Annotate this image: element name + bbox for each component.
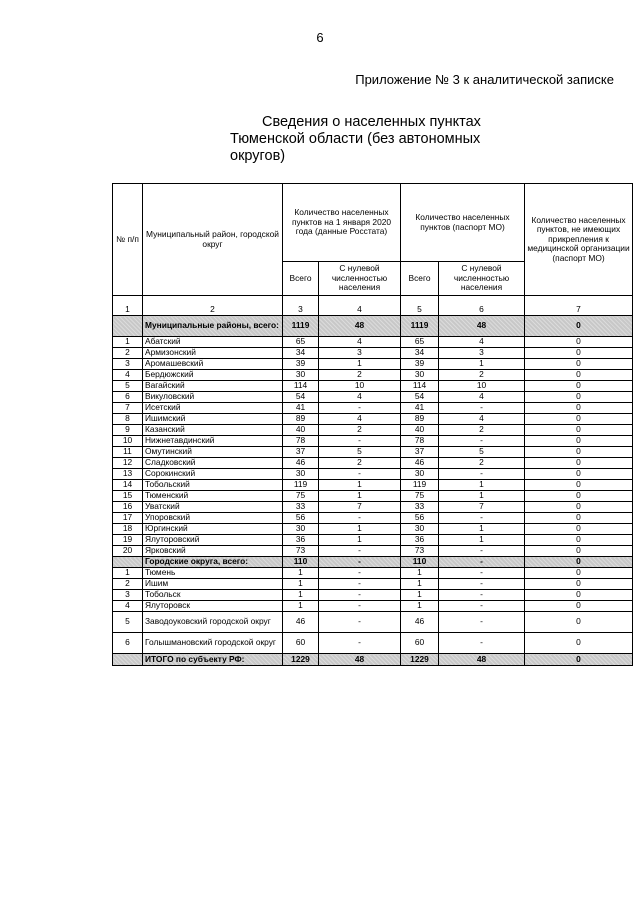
table-cell: 1 [401,590,439,601]
table-cell: 34 [283,348,319,359]
table-cell: 4 [319,392,401,403]
table-cell: Викуловский [143,392,283,403]
table-cell: 3 [319,348,401,359]
table-cell: 40 [401,425,439,436]
table-cell: 0 [525,458,633,469]
table-cell: - [319,579,401,590]
table-cell: 0 [525,568,633,579]
table-cell: 0 [525,524,633,535]
table-cell: Тюменский [143,491,283,502]
table-cell: 1119 [401,316,439,337]
table-cell: 48 [439,316,525,337]
table-cell: Муниципальные районы, всего: [143,316,283,337]
table-cell: 19 [113,535,143,546]
table-cell: Нижнетавдинский [143,436,283,447]
table-row [113,447,633,458]
table-cell: 17 [113,513,143,524]
table-cell: 6 [113,633,143,654]
table-cell: 48 [319,654,401,666]
table-cell: Ялуторовск [143,601,283,612]
table-cell: 4 [113,370,143,381]
table-cell: 13 [113,469,143,480]
table-cell: 1 [319,480,401,491]
table-cell: 0 [525,546,633,557]
table-cell: 1 [283,579,319,590]
table-row [113,513,633,524]
table-cell [113,654,143,666]
header-zero-pop: С нулевой численностью населения [319,262,401,296]
table-cell: 5 [319,447,401,458]
table-cell: 5 [113,381,143,392]
table-cell: 114 [401,381,439,392]
table-row [113,458,633,469]
table-cell: 15 [113,491,143,502]
table-cell: 30 [401,524,439,535]
table-cell: 1119 [283,316,319,337]
table-cell: 18 [113,524,143,535]
table-cell: - [439,557,525,568]
table-cell: 20 [113,546,143,557]
table-cell: 0 [525,502,633,513]
table-cell: - [439,590,525,601]
table-cell: 119 [401,480,439,491]
table-cell: 0 [525,579,633,590]
table-cell: - [319,590,401,601]
table-cell: 6 [113,392,143,403]
col-number: 2 [143,296,283,316]
table-cell: 1229 [283,654,319,666]
table-cell: 0 [525,633,633,654]
grand-total-row [113,654,633,666]
col-number: 4 [319,296,401,316]
table-cell: 4 [439,392,525,403]
table-cell: Уватский [143,502,283,513]
col-number: 1 [113,296,143,316]
table-cell: 0 [525,316,633,337]
table-cell: 1 [439,359,525,370]
table-row [113,359,633,370]
header-rosstat-group: Количество населенных пунктов на 1 января 2020 года (данные Росстата) [283,184,401,262]
table-cell: 7 [113,403,143,414]
table-cell: 0 [525,612,633,633]
table-cell: 0 [525,557,633,568]
table-row [113,348,633,359]
table-cell: - [439,633,525,654]
table-cell: 36 [401,535,439,546]
table-cell: 46 [283,612,319,633]
header-zero-pop: С нулевой численностью населения [439,262,525,296]
page-number: 6 [316,30,324,45]
table-cell: 5 [113,612,143,633]
table-cell: 2 [319,425,401,436]
table-cell: 4 [439,337,525,348]
table-cell [113,557,143,568]
table-cell: 34 [401,348,439,359]
table-cell: 9 [113,425,143,436]
table-cell: 0 [525,414,633,425]
table-row [113,524,633,535]
table-cell: 33 [283,502,319,513]
header-total: Всего [401,262,439,296]
table-cell: 40 [283,425,319,436]
table-cell: 56 [283,513,319,524]
table-cell: Абатский [143,337,283,348]
col-number: 5 [401,296,439,316]
table-row [113,601,633,612]
table-row [113,392,633,403]
table-cell: - [319,513,401,524]
table-cell: 60 [283,633,319,654]
table-cell: - [439,601,525,612]
table-cell: 0 [525,403,633,414]
table-cell: Аромашевский [143,359,283,370]
table-cell: 0 [525,447,633,458]
table-cell: 2 [319,370,401,381]
table-cell: 0 [525,425,633,436]
table-cell: 10 [319,381,401,392]
title-line-1: Сведения о населенных пунктах [262,114,481,130]
table-cell: 2 [113,348,143,359]
table-cell: 1 [283,601,319,612]
header-name: Муниципальный район, городской округ [143,184,283,296]
title-line-3: округов) [230,148,286,164]
table-cell: 0 [525,491,633,502]
table-cell: - [439,546,525,557]
table-cell: 56 [401,513,439,524]
table-cell: 0 [525,348,633,359]
table-cell: 0 [525,480,633,491]
table-cell: Сорокинский [143,469,283,480]
table-row [113,469,633,480]
table-cell: 89 [401,414,439,425]
table-cell: 73 [401,546,439,557]
table-cell: 54 [283,392,319,403]
table-cell: 0 [525,513,633,524]
title-line-2: Тюменской области (без автономных [230,131,481,147]
settlements-table [112,183,633,666]
table-cell: - [319,612,401,633]
table-cell: 46 [401,458,439,469]
table-cell: 41 [283,403,319,414]
table-cell: - [319,601,401,612]
table-cell: 0 [525,601,633,612]
table-cell: 65 [401,337,439,348]
table-cell: 16 [113,502,143,513]
table-cell: 60 [401,633,439,654]
table-cell: ИТОГО по субъекту РФ: [143,654,283,666]
table-cell: Заводоуковский городской округ [143,612,283,633]
table-cell: 0 [525,381,633,392]
table-cell: - [439,513,525,524]
table-cell: 0 [525,590,633,601]
table-cell: 1 [401,601,439,612]
table-row [113,337,633,348]
table-cell: 30 [401,370,439,381]
table-cell: 30 [283,524,319,535]
col-number: 6 [439,296,525,316]
table-cell: - [319,546,401,557]
table-row [113,436,633,447]
document-title [230,114,490,165]
header-mo-group: Количество населенных пунктов (паспорт МО) [401,184,525,262]
table-cell: 114 [283,381,319,392]
table-row [113,633,633,654]
appendix-title: Приложение № 3 к аналитической записке [355,72,614,87]
table-cell: 1 [439,524,525,535]
table-cell: 3 [113,590,143,601]
table-cell: 37 [401,447,439,458]
table-cell: - [319,568,401,579]
table-row [113,381,633,392]
table-cell: Городские округа, всего: [143,557,283,568]
table-cell: 48 [319,316,401,337]
table-cell: 3 [113,359,143,370]
table-cell: Ярковский [143,546,283,557]
table-cell: 65 [283,337,319,348]
table-cell: 73 [283,546,319,557]
table-cell: 0 [525,370,633,381]
table-cell: 0 [525,359,633,370]
table-cell: 39 [283,359,319,370]
table-cell: 1 [401,568,439,579]
table-cell: Тобольск [143,590,283,601]
table-cell: Исетский [143,403,283,414]
districts-subtotal-row [113,316,633,337]
table-cell: 11 [113,447,143,458]
table-cell: Упоровский [143,513,283,524]
table-cell: 4 [319,414,401,425]
table-cell: 14 [113,480,143,491]
table-cell: 1 [439,491,525,502]
table-cell: 12 [113,458,143,469]
table-cell: 7 [439,502,525,513]
table-row [113,491,633,502]
table-cell: 30 [401,469,439,480]
table-row [113,568,633,579]
table-cell: Бердюжский [143,370,283,381]
table-cell: 7 [319,502,401,513]
table-cell: 10 [439,381,525,392]
table-cell: 4 [439,414,525,425]
table-cell: 0 [525,654,633,666]
table-cell: 4 [113,601,143,612]
table-cell: 54 [401,392,439,403]
table-cell [113,316,143,337]
table-row [113,546,633,557]
table-cell: - [439,612,525,633]
table-cell: 8 [113,414,143,425]
table-cell: 3 [439,348,525,359]
table-cell: 1229 [401,654,439,666]
table-cell: - [439,403,525,414]
table-cell: 78 [283,436,319,447]
header-num: № п/п [113,184,143,296]
table-row [113,590,633,601]
table-cell: 46 [401,612,439,633]
table-cell: 0 [525,392,633,403]
table-cell: 1 [319,491,401,502]
table-cell: 75 [401,491,439,502]
table-cell: Армизонский [143,348,283,359]
table-row [113,480,633,491]
col-number: 7 [525,296,633,316]
table-cell: Казанский [143,425,283,436]
table-row [113,502,633,513]
table-cell: 33 [401,502,439,513]
table-cell: Омутинский [143,447,283,458]
table-cell: 2 [439,458,525,469]
table-row [113,370,633,381]
table-cell: - [439,579,525,590]
table-cell: 2 [439,425,525,436]
table-cell: Ишим [143,579,283,590]
table-cell: 119 [283,480,319,491]
table-cell: 0 [525,436,633,447]
table-cell: 1 [113,337,143,348]
table-row [113,612,633,633]
table-cell: - [439,469,525,480]
table-cell: 48 [439,654,525,666]
table-cell: - [319,436,401,447]
table-cell: Юргинский [143,524,283,535]
table-row [113,414,633,425]
table-cell: 2 [439,370,525,381]
table-cell: - [439,568,525,579]
table-cell: 1 [439,480,525,491]
table-cell: Ялуторовский [143,535,283,546]
table-cell: Сладковский [143,458,283,469]
table-cell: 2 [319,458,401,469]
table-cell: 1 [319,535,401,546]
table-cell: Тюмень [143,568,283,579]
table-cell: 30 [283,370,319,381]
table-cell: 0 [525,337,633,348]
table-cell: 78 [401,436,439,447]
table-cell: 1 [439,535,525,546]
table-cell: - [319,469,401,480]
table-cell: Тобольский [143,480,283,491]
table-row [113,579,633,590]
table-cell: 2 [113,579,143,590]
table-cell: Вагайский [143,381,283,392]
table-cell: 5 [439,447,525,458]
header-total: Всего [283,262,319,296]
table-cell: Голышмановский городской округ [143,633,283,654]
table-cell: 1 [283,590,319,601]
table-cell: 4 [319,337,401,348]
table-row [113,425,633,436]
table-cell: - [439,436,525,447]
table-cell: 0 [525,469,633,480]
table-cell: 41 [401,403,439,414]
table-cell: 75 [283,491,319,502]
table-cell: 110 [401,557,439,568]
table-row [113,403,633,414]
table-cell: 39 [401,359,439,370]
table-cell: - [319,403,401,414]
table-cell: - [319,633,401,654]
table-cell: 1 [319,524,401,535]
table-cell: 1 [113,568,143,579]
col-number: 3 [283,296,319,316]
table-row [113,535,633,546]
table-cell: 110 [283,557,319,568]
table-cell: 89 [283,414,319,425]
header-no-med: Количество населенных пунктов, не имеющих прикрепления к медицинской организации (паспорт МО) [525,184,633,296]
table-cell: 1 [319,359,401,370]
table-cell: 10 [113,436,143,447]
table-cell: 30 [283,469,319,480]
table-cell: 36 [283,535,319,546]
table-cell: 1 [401,579,439,590]
table-cell: 37 [283,447,319,458]
table-cell: 1 [283,568,319,579]
table-cell: 0 [525,535,633,546]
table-cell: Ишимский [143,414,283,425]
table-cell: 46 [283,458,319,469]
table-cell: - [319,557,401,568]
cities-subtotal-row [113,557,633,568]
